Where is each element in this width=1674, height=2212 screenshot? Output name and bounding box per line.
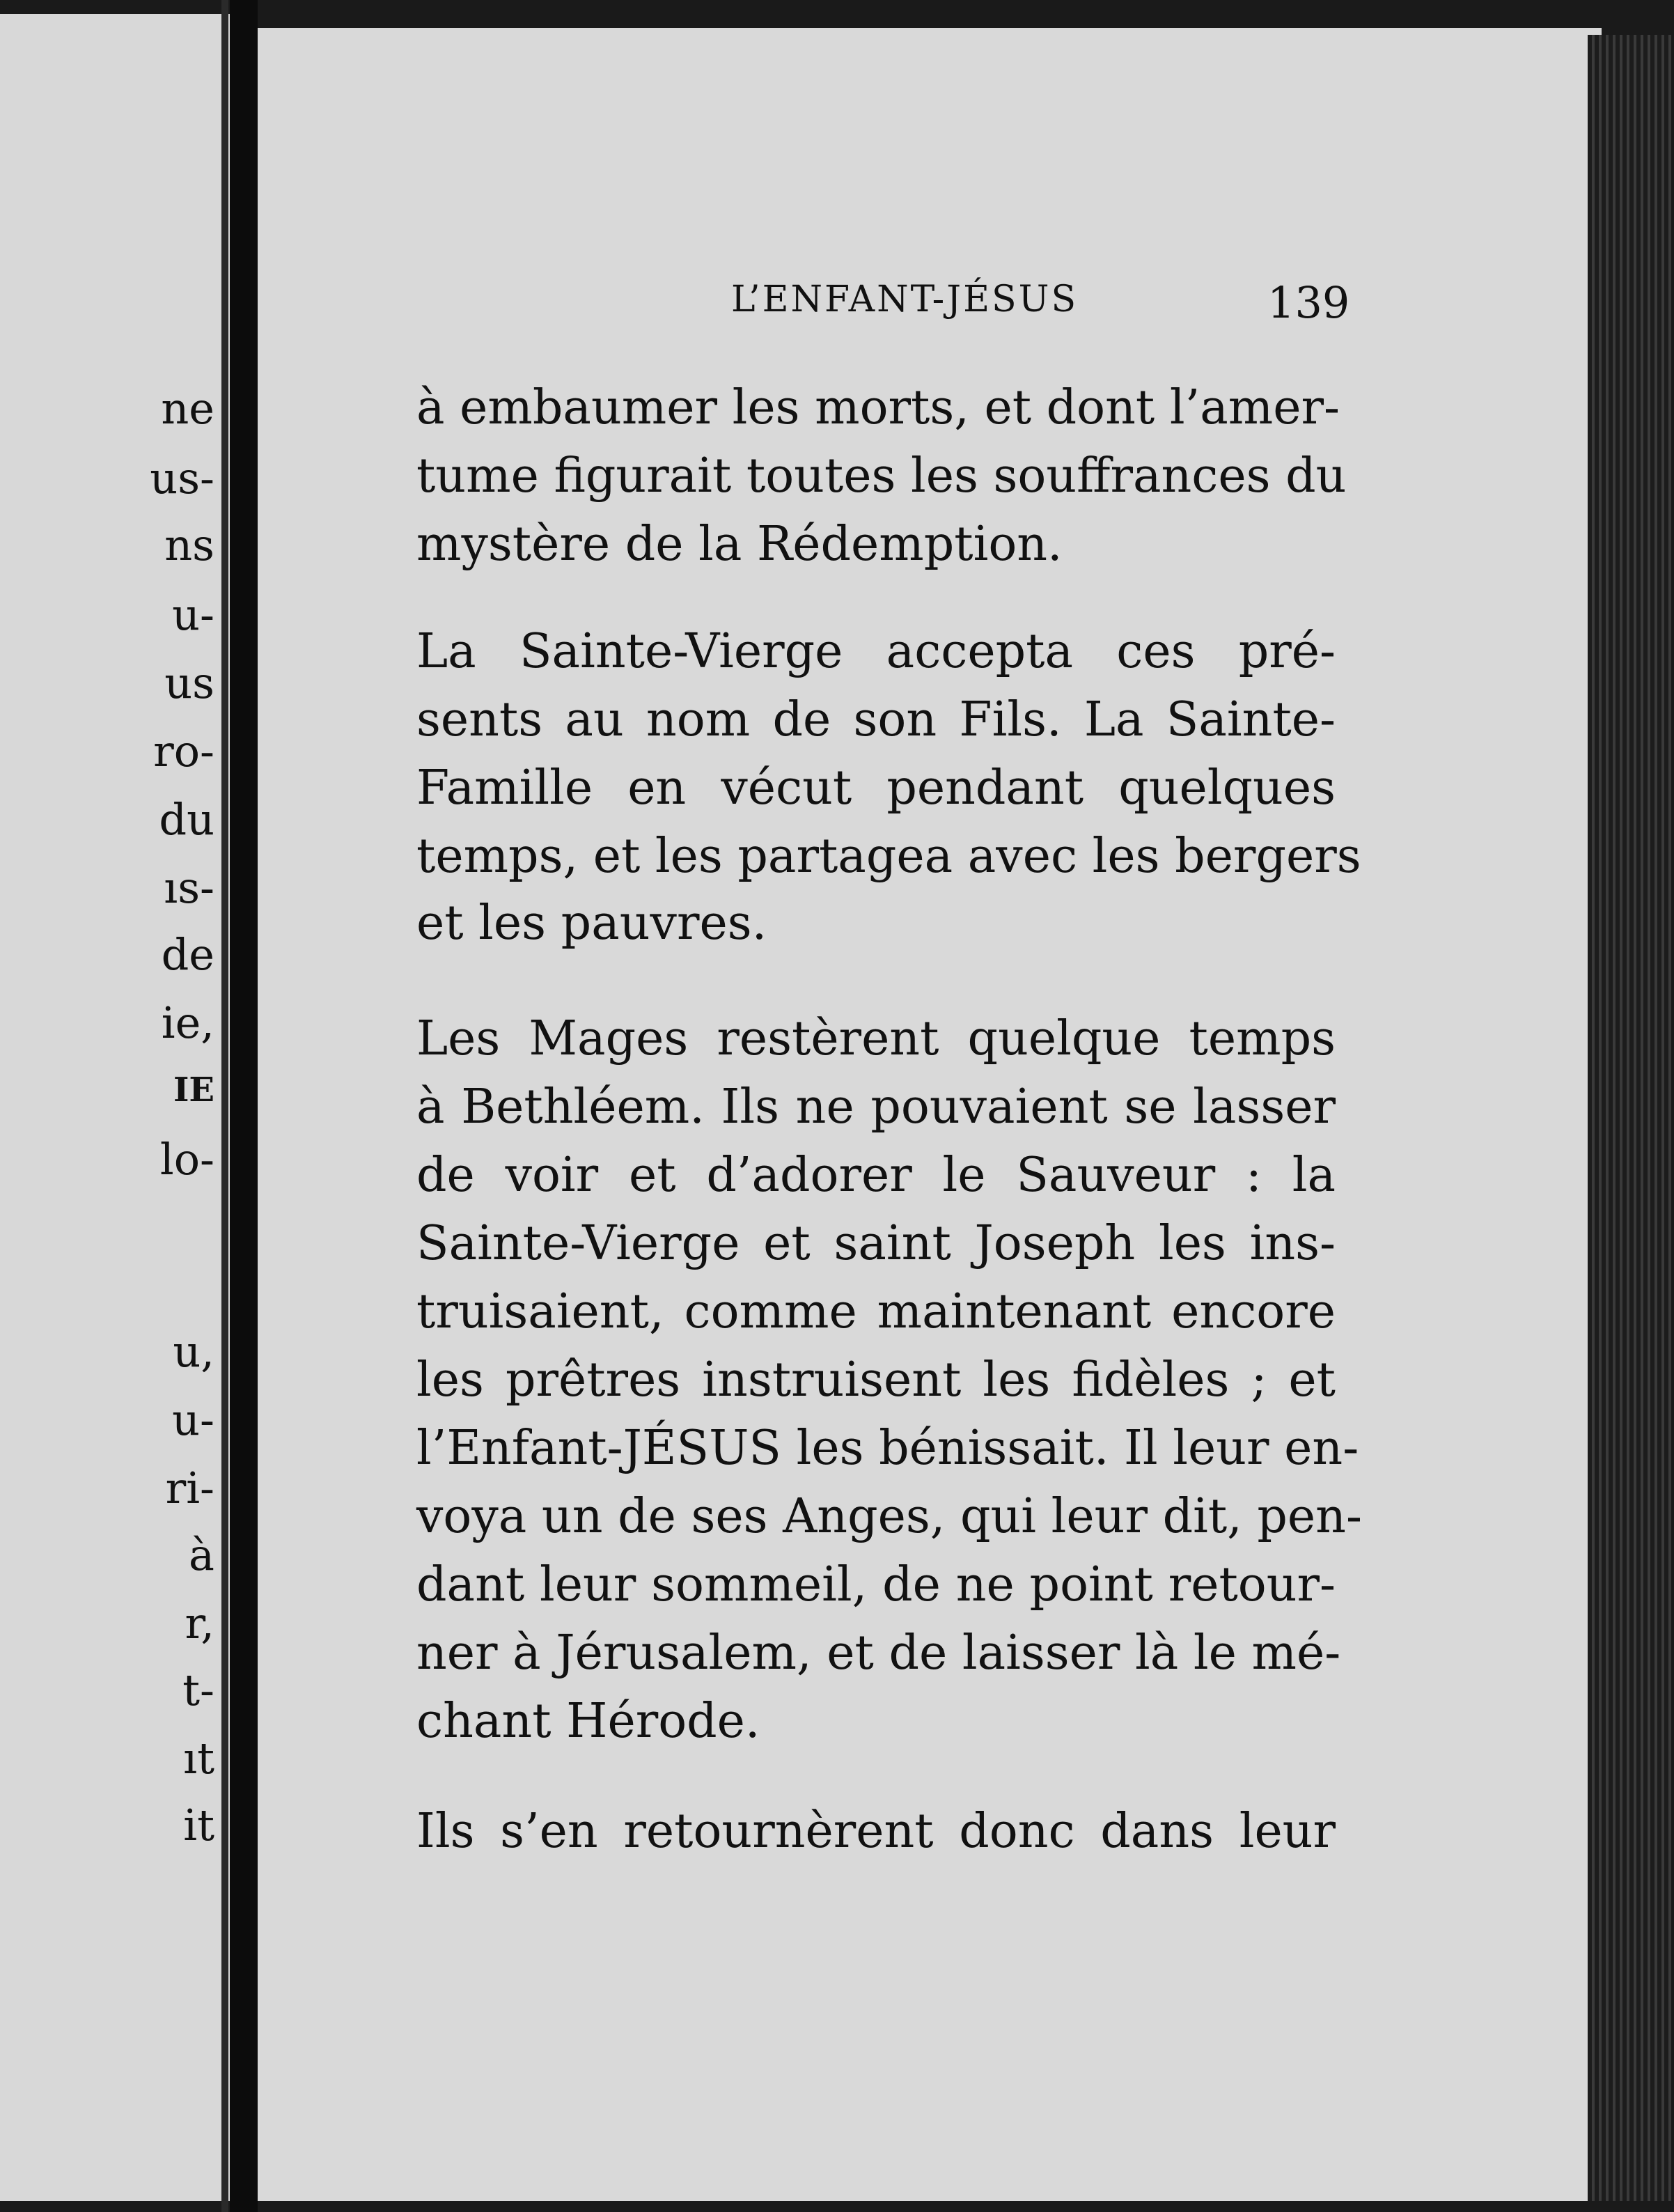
- body-line: Famille en vécut pendant quelques: [416, 761, 1336, 816]
- left-page-fragment: IE: [173, 1070, 214, 1109]
- body-line: à Bethléem. Ils ne pouvaient se lasser: [416, 1080, 1336, 1135]
- left-page-fragment: ro-: [153, 726, 214, 777]
- body-line: Ils s’en retournèrent donc dans leur: [416, 1804, 1336, 1859]
- left-page-fragment: u-: [172, 589, 214, 640]
- left-page-fragment: ie,: [161, 997, 214, 1048]
- left-page-fragment: u-: [172, 1394, 214, 1445]
- left-page-fragment: ıs-: [164, 862, 214, 913]
- left-page-fragment: ne: [161, 383, 214, 434]
- left-page-fragment: ns: [164, 520, 214, 570]
- left-page: [0, 14, 230, 2201]
- body-line: mystère de la Rédemption.: [416, 517, 1063, 572]
- body-line: de voir et d’adorer le Sauveur : la: [416, 1148, 1336, 1203]
- body-line: tume figurait toutes les souffrances du: [416, 449, 1347, 504]
- page-edges: [1588, 35, 1671, 2201]
- running-header: L’ENFANT-JÉSUS: [731, 279, 1079, 320]
- left-page-fragment: u,: [173, 1326, 214, 1377]
- body-line: l’Enfant-JÉSUS les bénissait. Il leur en-: [416, 1421, 1359, 1476]
- left-page-fragment: de: [161, 929, 214, 980]
- left-page-fragment: du: [159, 794, 214, 845]
- left-page-fragment: us-: [150, 453, 214, 504]
- body-line: les prêtres instruisent les fidèles ; et: [416, 1353, 1336, 1408]
- body-line: truisaient, comme maintenant encore: [416, 1284, 1336, 1339]
- body-line: sents au nom de son Fils. La Sainte-: [416, 692, 1336, 747]
- body-line: ner à Jérusalem, et de laisser là le mé-: [416, 1626, 1341, 1681]
- body-line: Les Mages restèrent quelque temps: [416, 1011, 1336, 1066]
- left-page-fragment: à: [189, 1529, 214, 1580]
- left-page-fragment: ri-: [165, 1463, 214, 1513]
- body-line: et les pauvres.: [416, 896, 767, 951]
- page-number: 139: [1267, 277, 1350, 328]
- body-line: voya un de ses Anges, qui leur dit, pen-: [416, 1489, 1362, 1544]
- left-page-fragment: t-: [182, 1665, 214, 1715]
- left-page-fragment: ıt: [183, 1733, 214, 1784]
- left-page-fragment: r,: [185, 1598, 214, 1649]
- body-line: Sainte-Vierge et saint Joseph les ins-: [416, 1216, 1336, 1271]
- left-page-edge: [221, 0, 228, 2212]
- book-gutter: [230, 0, 258, 2212]
- body-line: chant Hérode.: [416, 1694, 760, 1749]
- body-line: dant leur sommeil, de ne point retour-: [416, 1557, 1336, 1612]
- left-page-fragment: it: [183, 1800, 214, 1851]
- left-page-fragment: us: [164, 657, 214, 708]
- body-line: La Sainte-Vierge accepta ces pré-: [416, 624, 1336, 679]
- body-line: temps, et les partagea avec les bergers: [416, 829, 1361, 884]
- left-page-fragment: lo-: [159, 1134, 214, 1185]
- body-line: à embaumer les morts, et dont l’amer-: [416, 380, 1340, 435]
